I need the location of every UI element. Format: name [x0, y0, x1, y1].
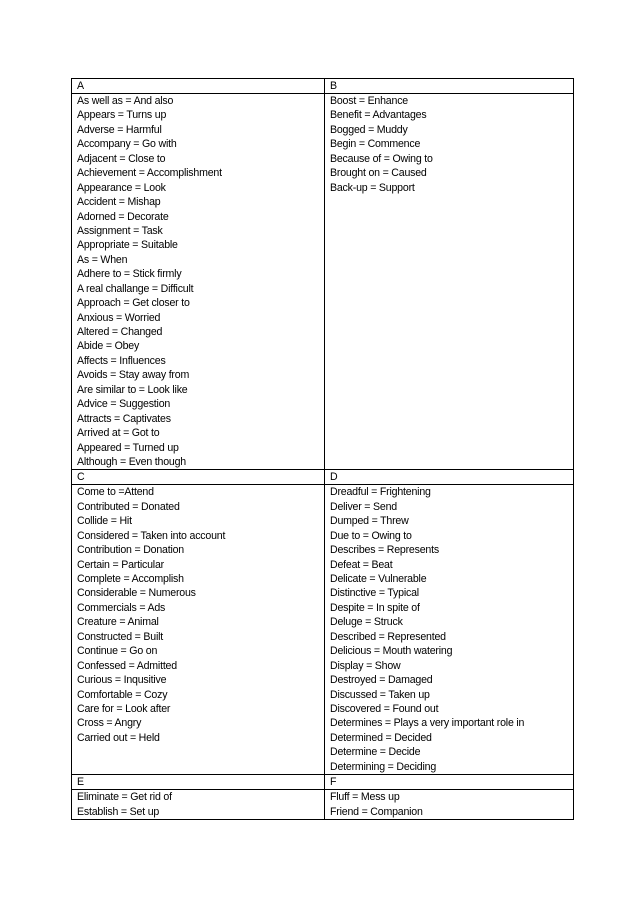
entries-f — [325, 790, 574, 820]
vocab-entry: Distinctive = Typical — [330, 587, 419, 600]
section-letter-d: D — [325, 470, 574, 485]
entries-e — [72, 790, 325, 820]
section-letter-c: C — [72, 470, 325, 485]
vocab-entry: Discovered = Found out — [330, 702, 439, 715]
vocab-entry: A real challange = Difficult — [77, 282, 194, 295]
vocab-entry: Attracts = Captivates — [77, 412, 171, 425]
section-body-row — [72, 790, 574, 820]
vocab-entry: Collide = Hit — [77, 515, 132, 528]
vocab-entry: Contribution = Donation — [77, 544, 185, 557]
vocab-entry: Carried out = Held — [77, 731, 160, 744]
vocab-entry: Deliver = Send — [330, 500, 397, 513]
vocab-entry: Confessed = Admitted — [77, 659, 177, 672]
vocab-entry: Back-up = Support — [330, 181, 415, 194]
vocab-entry: Determined = Decided — [330, 731, 432, 744]
vocab-entry: Adverse = Harmful — [77, 123, 162, 136]
vocab-entry: Contributed = Donated — [77, 500, 180, 513]
vocab-entry: Begin = Commence — [330, 138, 421, 151]
vocab-entry: Abide = Obey — [77, 340, 140, 353]
vocab-entry: Friend = Companion — [330, 805, 423, 818]
vocab-entry: Anxious = Worried — [77, 311, 161, 324]
entries-c — [72, 485, 325, 775]
vocab-entry: Achievement = Accomplishment — [77, 167, 222, 180]
vocab-entry: Care for = Look after — [77, 702, 171, 715]
vocab-entry: Arrived at = Got to — [77, 427, 160, 440]
vocab-entry: Because of = Owing to — [330, 152, 433, 165]
vocab-entry: Although = Even though — [77, 455, 186, 468]
vocab-entry: Appeared = Turned up — [77, 441, 179, 454]
vocab-entry: Adjacent = Close to — [77, 152, 166, 165]
vocab-entry: Avoids = Stay away from — [77, 369, 190, 382]
vocab-entry: Bogged = Muddy — [330, 123, 408, 136]
vocab-entry: Establish = Set up — [77, 805, 160, 818]
vocab-entry: Curious = Inqusitive — [77, 674, 167, 687]
vocab-entry: Determine = Decide — [330, 746, 421, 759]
vocab-entry: Comfortable = Cozy — [77, 688, 168, 701]
section-header-row — [72, 79, 574, 94]
vocab-entry: Describes = Represents — [330, 544, 439, 557]
vocab-entry: Altered = Changed — [77, 326, 163, 338]
vocab-entry: Advice = Suggestion — [77, 398, 171, 411]
section-header-row — [72, 775, 574, 790]
vocab-entry: Boost = Enhance — [330, 95, 408, 107]
vocab-entry: Destroyed = Damaged — [330, 674, 433, 687]
section-letter-a: A — [72, 79, 325, 94]
vocab-entry: Creature = Animal — [77, 616, 159, 629]
vocab-entry: Affects = Influences — [77, 354, 166, 367]
vocab-entry: Described = Represented — [330, 630, 446, 643]
vocab-entry: Appropriate = Suitable — [77, 239, 178, 252]
vocab-entry: Adhere to = Stick firmly — [77, 268, 182, 281]
section-letter-e: E — [72, 775, 325, 790]
vocab-entry: Appearance = Look — [77, 181, 166, 194]
vocab-entry: Commercials = Ads — [77, 601, 166, 614]
section-letter-f: F — [325, 775, 574, 790]
vocab-entry: Deluge = Struck — [330, 616, 403, 629]
vocab-entry: As well as = And also — [77, 95, 174, 107]
vocab-entry: Determining = Deciding — [330, 760, 437, 773]
vocab-entry: Accident = Mishap — [77, 196, 161, 209]
section-header-row — [72, 470, 574, 485]
vocab-entry: As = When — [77, 253, 128, 266]
vocab-entry: Complete = Accomplish — [77, 573, 184, 585]
vocab-entry: Continue = Go on — [77, 645, 158, 658]
vocab-entry: Constructed = Built — [77, 630, 163, 643]
vocab-entry: Eliminate = Get rid of — [77, 791, 172, 804]
vocab-entry: Are similar to = Look like — [77, 383, 188, 396]
entries-b — [325, 94, 574, 470]
vocab-entry: Adorned = Decorate — [77, 210, 169, 223]
entries-a — [72, 94, 325, 470]
vocab-entry: Discussed = Taken up — [330, 688, 430, 701]
vocab-entry: Considered = Taken into account — [77, 529, 226, 542]
vocab-entry: Come to =Attend — [77, 486, 154, 499]
vocab-entry: Determines = Plays a very important role in — [330, 717, 525, 730]
section-letter-b: B — [325, 79, 574, 94]
vocab-entry: Appears = Turns up — [77, 109, 167, 122]
section-body-row — [72, 94, 574, 470]
vocab-entry: Fluff = Mess up — [330, 791, 400, 804]
vocab-entry: Display = Show — [330, 659, 401, 672]
vocab-entry: Brought on = Caused — [330, 167, 427, 180]
vocab-entry: Dumped = Threw — [330, 515, 409, 528]
vocab-entry: Due to = Owing to — [330, 529, 412, 542]
vocab-entry: Considerable = Numerous — [77, 587, 196, 600]
vocab-entry: Cross = Angry — [77, 717, 142, 730]
vocab-entry: Certain = Particular — [77, 558, 164, 571]
vocab-entry: Delicious = Mouth watering — [330, 645, 453, 658]
vocab-entry: Approach = Get closer to — [77, 297, 190, 310]
vocab-entry: Assignment = Task — [77, 224, 163, 237]
entries-d — [325, 485, 574, 775]
vocabulary-table — [71, 78, 574, 820]
vocab-entry: Delicate = Vulnerable — [330, 573, 427, 585]
section-body-row — [72, 485, 574, 775]
vocab-entry: Accompany = Go with — [77, 138, 177, 151]
vocab-entry: Dreadful = Frightening — [330, 486, 431, 499]
vocab-entry: Despite = In spite of — [330, 601, 420, 614]
vocab-entry: Defeat = Beat — [330, 558, 393, 571]
vocab-entry: Benefit = Advantages — [330, 109, 427, 122]
